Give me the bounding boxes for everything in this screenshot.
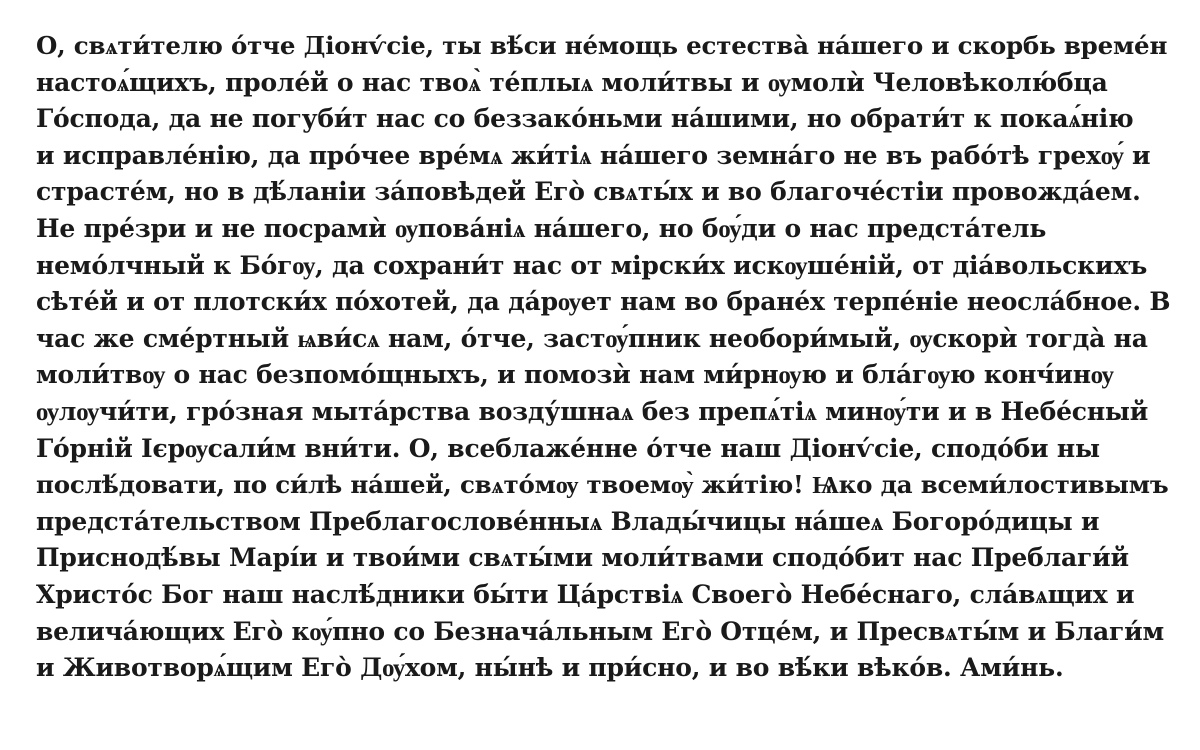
prayer-line-10: моли́твѹ о нас безпомо́щныхъ, и помозѝ нам ми́рнѹю и бла́гѹю конч́инѹ	[36, 360, 1114, 390]
prayer-line-11: ѹлѹчи́ти, гро́зная мыта́рства возду́шнаѧ без препѧ́тіѧ минѹ́ти и в Небе́сный	[36, 396, 1149, 426]
prayer-line-1: О, свѧти́телю о́тче Діонѵ́сіе, ты вѣ́си не́мощь естества̀ на́шего и скорбь време́н	[36, 31, 1168, 60]
prayer-line-15: Приснодѣ́вы Марі́и и твои́ми свѧты́ми моли́твами сподо́бит нас Преблаги́й	[36, 543, 1129, 573]
prayer-line-13: послѣ́довати, по си́лѣ на́шей, свѧто́мѹ твоемѹ̀ жи́тію! Ѩко да всеми́лостивымъ	[36, 470, 1169, 500]
prayer-line-18: и Животворѧ́щим Его̀ Дѹ́хом, ны́нѣ и при́сно, и во вѣ́ки вѣко́в. Ами́нь.	[36, 653, 1064, 683]
prayer-line-4: и исправле́нію, да про́чее вре́мѧ жи́тіѧ на́шего земна́го не въ рабо́тѣ грехѹ́ и	[36, 140, 1151, 170]
prayer-line-2: настоѧ́щихъ, проле́й о нас твоѧ̀ те́плыѧ моли́твы и ѹмолѝ Человѣколю́бца	[36, 67, 1108, 97]
prayer-line-16: Христо́с Бог наш наслѣ́дники бы́ти Ца́рствіѧ Своего̀ Небе́снаго, сла́вѧщих и	[36, 579, 1135, 609]
prayer-line-3: Го́спода, да не погуби́т нас со беззако́ньми на́шими, но обрати́т к покаѧ́нію	[36, 104, 1134, 134]
prayer-text-block	[36, 28, 1176, 687]
prayer-line-8: сѣте́й и от плотски́х по́хотей, да да́рѹет нам во бране́х терпе́ніе неосла́бное. В	[36, 287, 1171, 317]
prayer-line-6: Не пре́зри и не посрамѝ ѹпова́ніѧ на́шего, но бѹ́ди о нас предста́тель	[36, 213, 1047, 243]
prayer-line-9: час же сме́ртный ѩви́сѧ нам, о́тче, застѹ́пник необори́мый, ѹскорѝ тогда̀ на	[36, 323, 1148, 353]
prayer-line-14: предста́тельством Преблагослове́нныѧ Влады́чицы на́шеѧ Богоро́дицы и	[36, 506, 1100, 536]
prayer-line-17: велича́ющих Его̀ кѹ́пно со Безнача́льным Его̀ Отце́м, и Пресвѧты́м и Благи́м	[36, 616, 1164, 646]
prayer-line-5: страсте́м, но в дѣ́ланіи за́повѣдей Его̀ свѧты́х и во благоче́стіи провожда́ем.	[36, 177, 1141, 207]
prayer-line-7: немо́лчный к Бо́гѹ, да сохрани́т нас от мірски́х искѹше́ній, от діа́вольскихъ	[36, 250, 1148, 280]
prayer-line-12: Го́рній Ієрѹсали́м вни́ти. О, всеблаже́нне о́тче наш Діонѵ́сіе, сподо́би ны	[36, 433, 1100, 463]
